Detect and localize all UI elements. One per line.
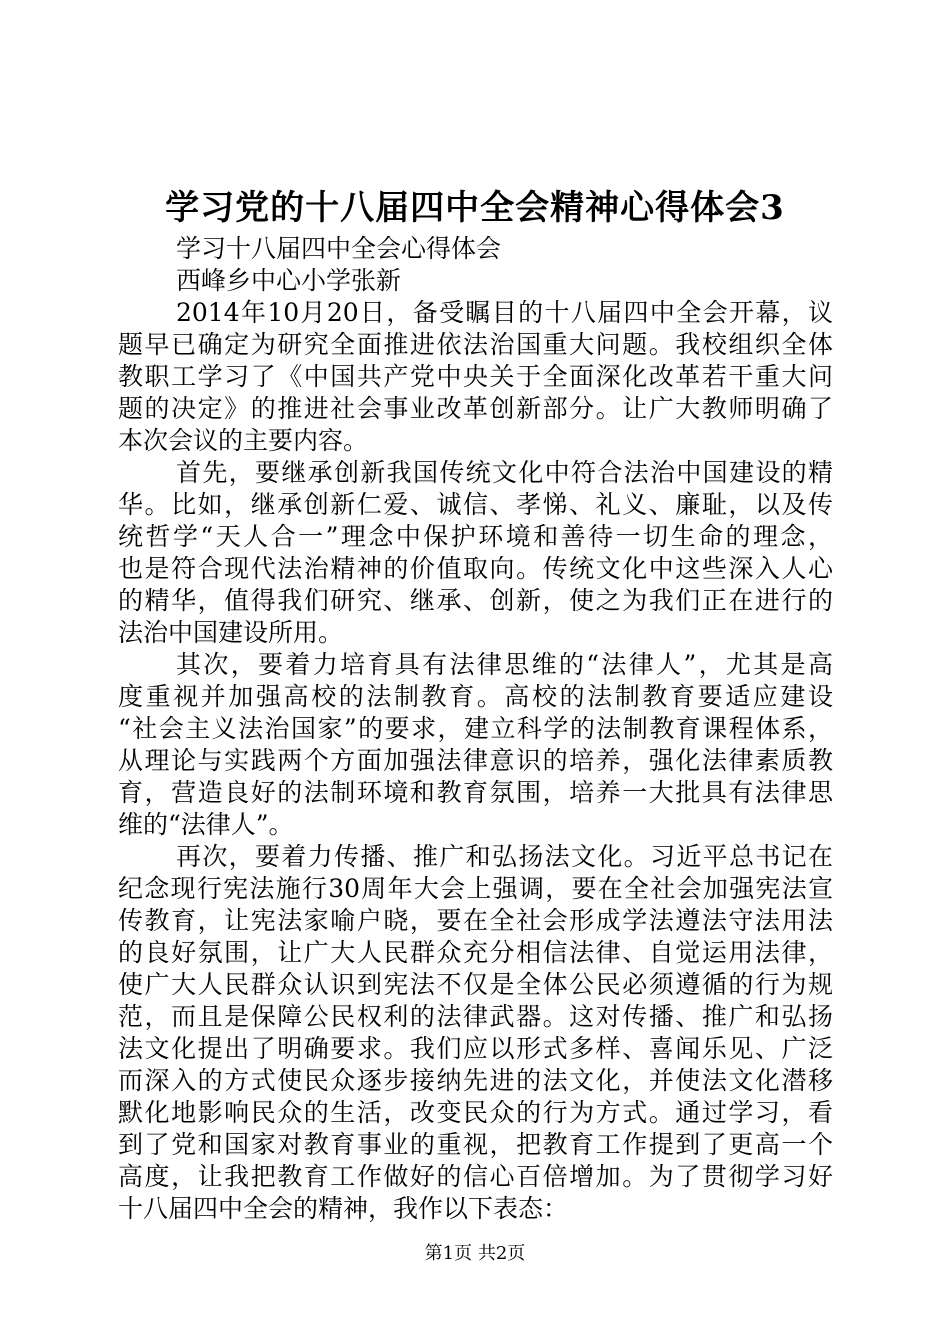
body-line: 其次，要着力培育具有法律思维的“法律人”，尤其是高 (176, 650, 833, 679)
body-line: 华。比如，继承创新仁爱、诚信、孝悌、礼义、廉耻，以及传 (118, 490, 833, 519)
body-line: 从理论与实践两个方面加强法律意识的培养，强化法律素质教 (118, 746, 833, 775)
body-line: 到了党和国家对教育事业的重视，把教育工作提到了更高一个 (118, 1130, 833, 1159)
body-line: 再次，要着力传播、推广和弘扬法文化。习近平总书记在 (176, 842, 833, 871)
body-line: 纪念现行宪法施行30周年大会上强调，要在全社会加强宪法宣 (118, 874, 833, 903)
body-line: 的精华，值得我们研究、继承、创新，使之为我们正在进行的 (118, 586, 833, 615)
body-line: 而深入的方式使民众逐步接纳先进的法文化，并使法文化潜移 (118, 1066, 833, 1095)
body-line: 育，营造良好的法制环境和教育氛围，培养一大批具有法律思 (118, 778, 833, 807)
page-number-footer: 第1页 共2页 (424, 1243, 526, 1264)
body-line: “社会主义法治国家”的要求，建立科学的法制教育课程体系， (118, 714, 833, 743)
body-line: 学习十八届四中全会心得体会 (176, 234, 502, 263)
body-line: 高度，让我把教育工作做好的信心百倍增加。为了贯彻学习好 (118, 1162, 833, 1191)
document-body (118, 233, 833, 1225)
body-line: 使广大人民群众认识到宪法不仅是全体公民必须遵循的行为规 (118, 970, 833, 999)
body-line: 题的决定》的推进社会事业改革创新部分。让广大教师明确了 (118, 394, 833, 423)
body-line: 首先，要继承创新我国传统文化中符合法治中国建设的精 (176, 458, 833, 487)
body-line: 十八届四中全会的精神，我作以下表态： (118, 1194, 569, 1223)
body-line: 维的“法律人”。 (118, 810, 294, 839)
body-line: 题早已确定为研究全面推进依法治国重大问题。我校组织全体 (118, 330, 833, 359)
body-line: 范，而且是保障公民权利的法律武器。这对传播、推广和弘扬 (118, 1002, 833, 1031)
document-title: 学习党的十八届四中全会精神心得体会3 (165, 188, 785, 228)
body-line: 传教育，让宪法家喻户晓，要在全社会形成学法遵法守法用法 (118, 906, 833, 935)
body-line: 西峰乡中心小学张新 (176, 266, 402, 295)
body-line: 2014年10月20日，备受瞩目的十八届四中全会开幕，议 (176, 298, 833, 327)
body-line: 默化地影响民众的生活，改变民众的行为方式。通过学习，看 (118, 1098, 833, 1127)
body-line: 也是符合现代法治精神的价值取向。传统文化中这些深入人心 (118, 554, 833, 583)
body-line: 法文化提出了明确要求。我们应以形式多样、喜闻乐见、广泛 (118, 1034, 833, 1063)
body-line: 本次会议的主要内容。 (118, 426, 369, 455)
body-line: 法治中国建设所用。 (118, 618, 344, 647)
body-line: 统哲学“天人合一”理念中保护环境和善待一切生命的理念， (118, 522, 833, 551)
body-line: 教职工学习了《中国共产党中央关于全面深化改革若干重大问 (118, 362, 833, 391)
body-line: 的良好氛围，让广大人民群众充分相信法律、自觉运用法律， (118, 938, 833, 967)
body-line: 度重视并加强高校的法制教育。高校的法制教育要适应建设 (118, 682, 833, 711)
